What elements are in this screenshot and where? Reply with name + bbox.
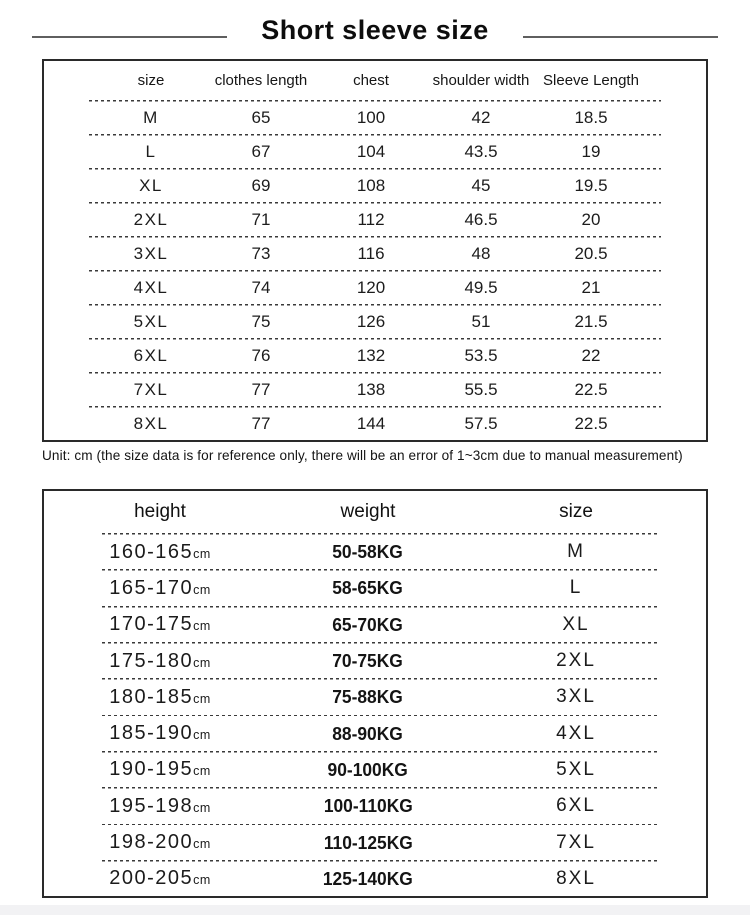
height-value: 170-175 [109,613,194,636]
weight-cell [264,868,472,890]
height-unit: cm [193,691,211,706]
fit-guide-table [42,489,708,898]
size-cell: 2XL [133,210,169,229]
table-row [44,608,706,642]
weight-cell [264,832,472,854]
table-row [44,789,706,823]
weight-cell [264,577,472,599]
chest-cell: 132 [356,346,386,365]
table-row [44,753,706,787]
size-cell: 7XL [556,831,596,853]
table-row [44,102,706,134]
clothes-length-cell: 77 [251,380,271,399]
size-cell: 3XL [556,686,596,708]
size-cell: 4XL [556,722,596,744]
size-spec-header-row [44,61,706,100]
height-unit: cm [193,582,211,597]
chest-cell: 116 [357,244,385,263]
size-cell: 5XL [556,758,596,780]
height-cell [56,613,264,636]
height-unit: cm [193,873,211,888]
clothes-length-cell: 77 [251,414,271,433]
size-cell: L [569,577,583,599]
height-cell [56,650,264,673]
table-row [44,136,706,168]
weight-value: 65-70KG [332,613,404,635]
weight-cell [264,795,472,817]
height-unit: cm [193,800,211,815]
weight-value: 125-140KG [323,867,413,889]
clothes-length-cell: 69 [251,176,271,195]
shoulder-width-cell: 57.5 [464,414,498,433]
measurement-note: Unit: cm (the size data is for reference only, there will be an error of 1~3cm due to manual measurement) [42,448,683,463]
size-cell: L [145,142,157,161]
height-cell [56,795,264,818]
table-row [44,571,706,605]
col-header-size: size [559,501,593,522]
table-row [44,238,706,270]
page-title: Short sleeve size [261,14,489,45]
shoulder-width-cell: 45 [471,176,491,195]
shoulder-width-cell: 43.5 [464,142,498,161]
shoulder-width-cell: 53.5 [464,346,498,365]
height-value: 190-195 [109,758,194,781]
clothes-length-cell: 74 [251,278,271,297]
col-header-chest: chest [353,72,389,89]
height-cell [56,577,264,600]
table-row [44,272,706,304]
weight-value: 90-100KG [327,758,409,780]
table-row [44,340,706,372]
weight-value: 58-65KG [332,577,404,599]
weight-value: 100-110KG [323,795,413,817]
weight-value: 75-88KG [332,686,404,708]
table-row [44,644,706,678]
chest-cell: 138 [356,380,386,399]
weight-value: 88-90KG [332,722,404,744]
weight-cell [264,759,472,781]
table-row [44,825,706,859]
shoulder-width-cell: 42 [471,108,491,127]
weight-cell [264,650,472,672]
height-unit: cm [193,655,211,670]
sleeve-length-cell: 19 [581,142,601,161]
table-row [44,862,706,896]
sleeve-length-cell: 18.5 [574,108,608,127]
sleeve-length-cell: 22.5 [574,414,608,433]
table-row [44,204,706,236]
height-cell [56,686,264,709]
height-unit: cm [193,837,211,852]
height-value: 198-200 [109,831,194,854]
height-value: 160-165 [109,540,194,563]
sleeve-length-cell: 22 [581,346,601,365]
height-unit: cm [193,764,211,779]
fit-guide-header-row [44,491,706,533]
sleeve-length-cell: 19.5 [574,176,608,195]
col-header-weight: weight [340,501,396,522]
height-unit: cm [193,619,211,634]
table-row [44,306,706,338]
table-row [44,716,706,750]
title-left-rule [32,36,227,38]
size-spec-table [42,59,708,442]
height-value: 195-198 [109,794,194,817]
height-cell [56,722,264,745]
height-value: 185-190 [109,722,194,745]
size-cell: 6XL [556,795,596,817]
table-row [44,374,706,406]
size-cell: 7XL [133,380,169,399]
sleeve-length-cell: 20 [581,210,601,229]
height-cell [56,867,264,890]
size-cell: 4XL [133,278,169,297]
col-header-clothes-length: clothes length [214,72,308,89]
sleeve-length-cell: 22.5 [574,380,608,399]
title-right-rule [523,36,718,38]
clothes-length-cell: 76 [251,346,271,365]
height-value: 175-180 [109,649,194,672]
height-cell [56,831,264,854]
height-cell [56,758,264,781]
size-cell: 6XL [133,346,169,365]
size-cell: 2XL [556,650,596,672]
title-row [0,0,750,52]
table-row [44,680,706,714]
fit-guide-body [44,533,706,896]
size-cell: M [567,541,585,563]
chest-cell: 144 [356,414,386,433]
clothes-length-cell: 75 [251,312,271,331]
shoulder-width-cell: 51 [471,312,491,331]
height-unit: cm [193,728,211,743]
weight-value: 110-125KG [323,831,413,853]
col-header-height: height [134,501,186,522]
clothes-length-cell: 67 [251,142,271,161]
table-row [44,170,706,202]
size-cell: XL [562,613,590,635]
height-value: 200-205 [109,867,194,890]
weight-cell [264,614,472,636]
sleeve-length-cell: 21 [581,278,601,297]
sleeve-length-cell: 20.5 [574,244,608,263]
weight-value: 70-75KG [332,650,404,672]
footer-strip [0,905,750,915]
clothes-length-cell: 65 [251,108,271,127]
weight-cell [264,541,472,563]
height-unit: cm [193,546,211,561]
chest-cell: 100 [356,108,386,127]
size-cell: 8XL [556,867,596,889]
shoulder-width-cell: 55.5 [464,380,498,399]
clothes-length-cell: 71 [251,210,271,229]
shoulder-width-cell: 46.5 [464,210,498,229]
col-header-size: size [137,72,165,89]
weight-cell [264,723,472,745]
size-cell: 8XL [133,414,169,433]
table-row [44,408,706,440]
sleeve-length-cell: 21.5 [574,312,608,331]
size-spec-body [44,100,706,440]
chest-cell: 120 [356,278,386,297]
chest-cell: 108 [356,176,386,195]
height-value: 180-185 [109,685,194,708]
col-header-shoulder-width: shoulder width [432,72,530,89]
weight-value: 50-58KG [332,541,404,563]
size-cell: XL [139,176,163,195]
col-header-sleeve-length: Sleeve Length [543,72,639,89]
size-cell: M [143,108,159,127]
size-cell: 3XL [133,244,169,263]
height-cell [56,541,264,564]
height-value: 165-170 [109,576,194,599]
shoulder-width-cell: 48 [471,244,491,263]
shoulder-width-cell: 49.5 [464,278,498,297]
chest-cell: 112 [357,210,385,229]
table-row [44,535,706,569]
chest-cell: 104 [356,142,386,161]
clothes-length-cell: 73 [251,244,271,263]
weight-cell [264,686,472,708]
size-cell: 5XL [133,312,169,331]
chest-cell: 126 [356,312,386,331]
